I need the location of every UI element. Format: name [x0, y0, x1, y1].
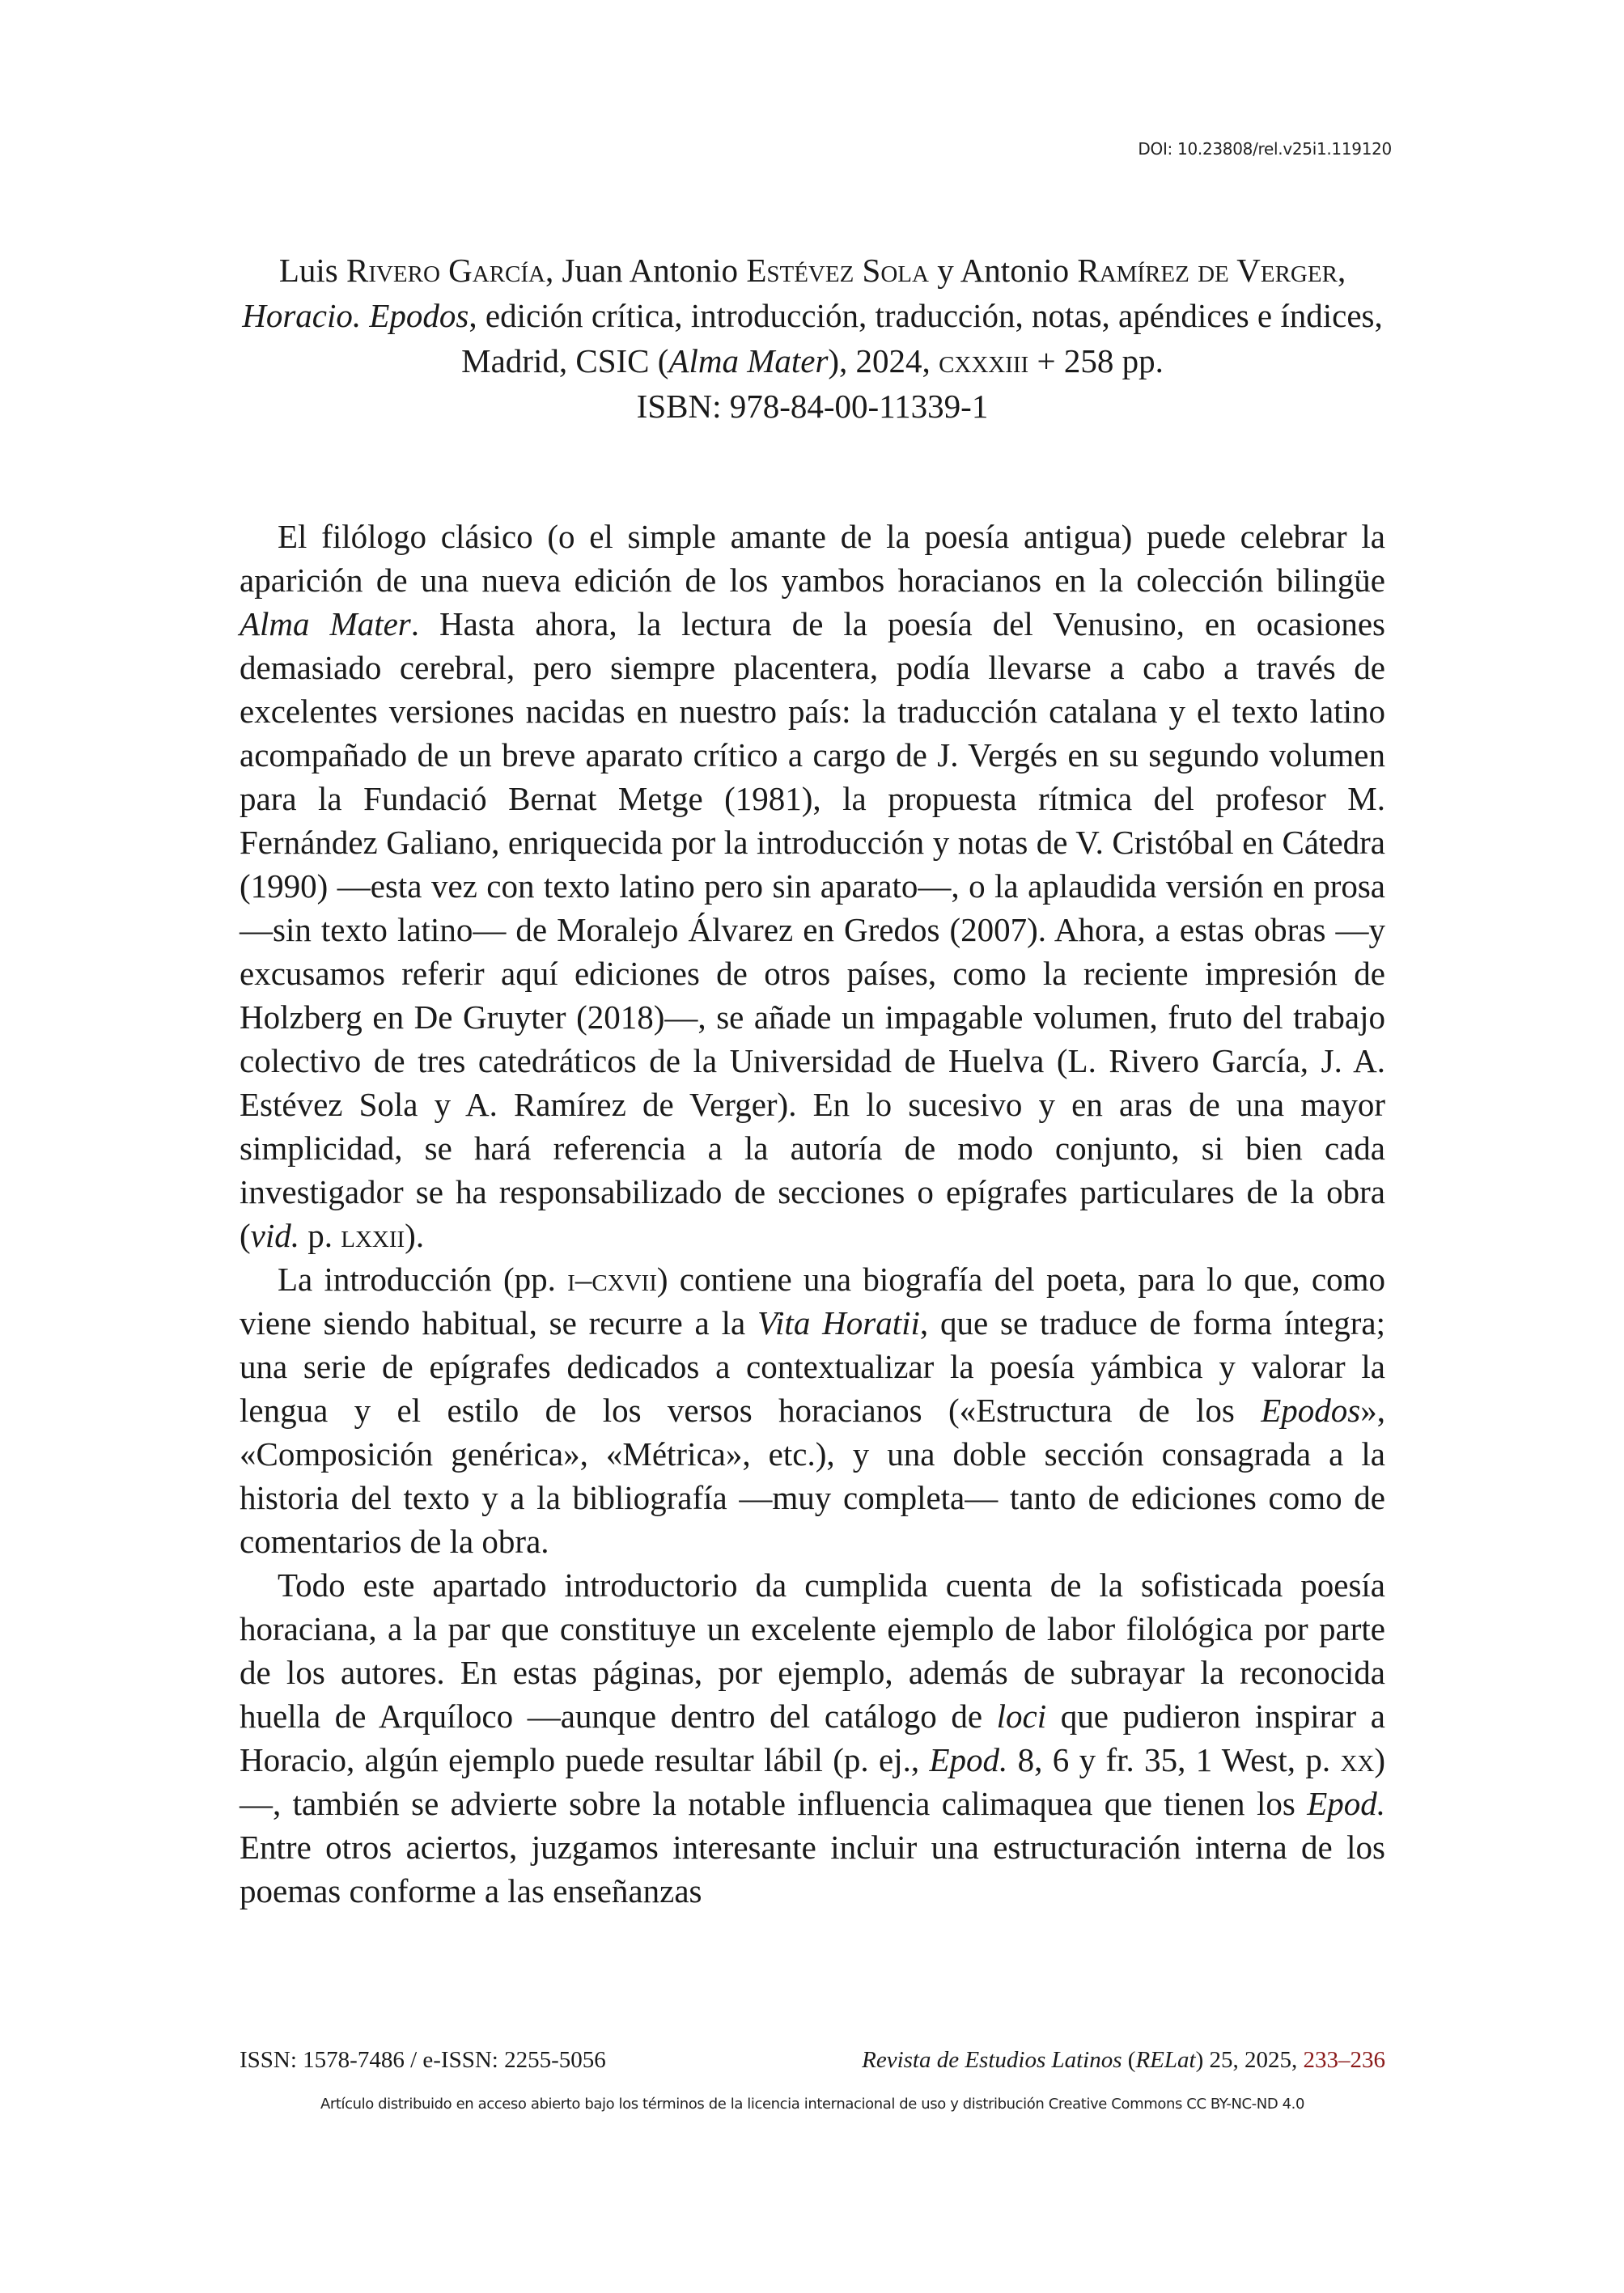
journal-citation [862, 2047, 1385, 2074]
review-reference-header [240, 248, 1385, 429]
text-run: )—, también se advierte sobre la notable influencia calimaquea que tienen los [240, 1741, 1386, 1822]
text-run: Todo este apartado introductorio da cumplida cuenta de la sofisticada poesía horaciana, a la par que constituye un excelente ejemplo de labor filológica por parte de los autores. En estas páginas, por ejemplo, además de subrayar la reconocida huella de Arquíloco —aunque dentro del catálogo de [240, 1566, 1385, 1735]
text-run: vid. [250, 1217, 299, 1254]
paragraph-1 [240, 515, 1385, 1257]
page-range: 233–236 [1303, 2047, 1385, 2073]
work-abbr: Epod. [1307, 1785, 1385, 1822]
work-title: Vita Horatii [757, 1304, 920, 1341]
text-run: p. [299, 1217, 341, 1254]
journal-abbr: RELat [1135, 2047, 1196, 2073]
author-2-last: Estévez Sola [746, 252, 929, 289]
text-run: ( [1122, 2047, 1136, 2073]
page-count: + 258 pp. [1028, 342, 1164, 379]
volume-year: ) 25, 2025, [1195, 2047, 1304, 2073]
roman-numeral: xx [1340, 1741, 1375, 1778]
text-run: que pudieron inspirar a Horacio, algún ejemplo puede resultar lábil (p. ej., [240, 1697, 1385, 1778]
journal-name: Revista de Estudios Latinos [862, 2047, 1122, 2073]
license-notice: Artículo distribuido en acceso abierto bajo los términos de la licencia internacional de uso y distribución Creative Commons CC BY-NC-ND 4.0 [320, 2096, 1305, 2113]
series-name: Alma Mater [240, 605, 411, 642]
text-run: . Hasta ahora, la lectura de la poesía del Venusino, en ocasiones demasiado cerebral, pero siempre placentera, podía llevarse a cabo a través de excelentes versiones nacidas en nuestro país: la traducción catalana y el texto latino acompañado de un breve aparato crítico a cargo de J. Vergés en su segundo volumen para la Fundació Bernat Metge (1981), la propuesta rítmica del profesor M. Fernández Galiano, enriquecida por la introducción y notas de V. Cristóbal en Cátedra (1990) —esta vez con texto latino pero sin aparato—, o la aplaudida versión en prosa —sin texto latino— de Moralejo Álvarez en Gredos (2007). Ahora, a estas obras —y excusamos referir aquí ediciones de otros países, como la reciente impresión de Holzberg en De Gruyter (2018)—, se añade un impagable volumen, fruto del trabajo colectivo de tres catedráticos de la Universidad de Huelva (L. Rivero García, J. A. Estévez Sola y A. Ramírez de Verger). En lo sucesivo y en aras de una mayor simplicidad, se hará referencia a la autoría de modo conjunto, si bien cada investigador se ha responsabilizado de secciones o epígrafes particulares de la obra ( [240, 605, 1385, 1254]
author-3-last: Ramírez de Verger [1077, 252, 1338, 289]
review-body [240, 515, 1385, 1913]
book-year: ), 2024, [828, 342, 939, 379]
book-title: Horacio. Epodos [242, 297, 469, 334]
book-description: , edición crítica, introducción, traducción, notas, apéndices e índices, Madrid, CSIC ( [461, 297, 1383, 379]
issn: ISSN: 1578-7486 / e-ISSN: 2255-5056 [240, 2047, 606, 2073]
separator: , Juan Antonio [545, 252, 747, 289]
author-1-first: Luis [278, 252, 346, 289]
text-run: La introducción (pp. [278, 1261, 568, 1298]
separator: y Antonio [928, 252, 1078, 289]
paragraph-2 [240, 1257, 1385, 1563]
author-1-last: Rivero García [346, 252, 546, 289]
text-run: 8, 6 y fr. 35, 1 West, p. [1007, 1741, 1341, 1778]
latin-term: loci [996, 1697, 1047, 1735]
roman-pages: cxxxiii [939, 342, 1029, 379]
text-run: , que se traduce de forma íntegra; una serie de epígrafes dedicados a contextualizar la poesía yámbica y valorar la lengua y el estilo de los versos horacianos («Estructura de los [240, 1304, 1385, 1429]
text-run: Entre otros aciertos, juzgamos interesante incluir una estructuración interna de los poemas conforme a las enseñanzas [240, 1829, 1385, 1909]
page-footer [240, 2047, 1385, 2074]
book-series: Alma Mater [668, 342, 829, 379]
doi-label: DOI: 10.23808/rel.v25i1.119120 [1138, 139, 1392, 159]
isbn: ISBN: 978-84-00-11339-1 [636, 388, 989, 425]
work-abbr: Epod. [929, 1741, 1008, 1778]
roman-numeral: lxxii [341, 1217, 405, 1254]
paragraph-3 [240, 1563, 1385, 1913]
roman-numeral: i–cxvii [567, 1261, 657, 1298]
text-run: ) contiene una biografía del poeta, para lo que, como viene siendo habitual, se recurre a la [240, 1261, 1385, 1341]
text-run: El filólogo clásico (o el simple amante de la poesía antigua) puede celebrar la aparición de una nueva edición de los yambos horacianos en la colección bilingüe [240, 518, 1385, 599]
text-run: », «Composición genérica», «Métrica», etc.), y una doble sección consagrada a la historia del texto y a la bibliografía —muy completa— tanto de ediciones como de comentarios de la obra. [240, 1392, 1385, 1560]
work-title: Epodos [1261, 1392, 1361, 1429]
separator: , [1337, 252, 1346, 289]
text-run: ). [405, 1217, 425, 1254]
